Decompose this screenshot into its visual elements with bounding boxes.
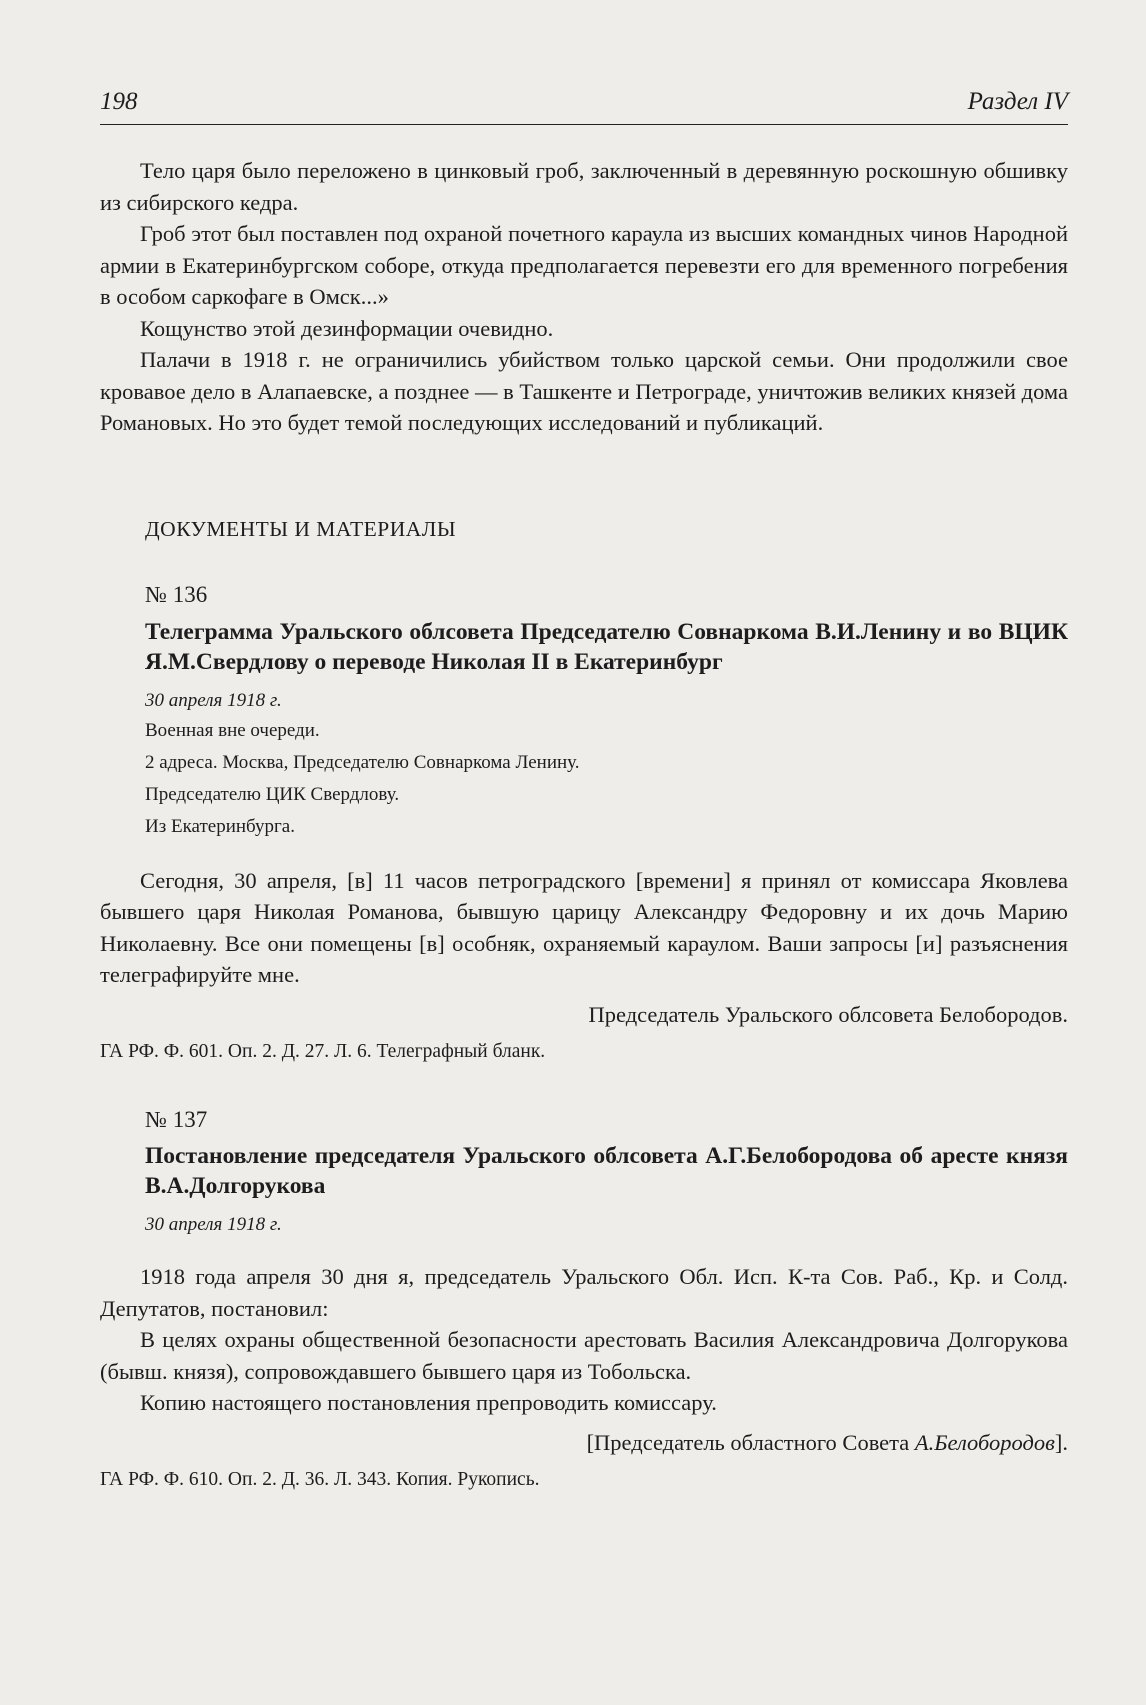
telegram-line: Председателю ЦИК Свердлову. [145, 783, 400, 805]
signature-suffix: ]. [1054, 1429, 1068, 1455]
paragraph: 1918 года апреля 30 дня я, председатель Уральского Обл. Исп. К-та Сов. Раб., Кр. и Солд. Депутатов, постановил: [100, 1264, 1068, 1321]
telegram-line: 2 адреса. Москва, Председателю Совнаркома Ленину. [145, 751, 580, 773]
section-heading: ДОКУМЕНТЫ И МАТЕРИАЛЫ [145, 516, 457, 541]
paragraph: Копию настоящего постановления препроводить комиссару. [140, 1390, 717, 1415]
paragraph: Тело царя было переложено в цинковый гроб, заключенный в деревянную роскошную обшивку из сибирского кедра. [100, 158, 1068, 215]
document-number: № 136 [145, 582, 208, 607]
telegram-line: Военная вне очереди. [145, 719, 320, 741]
signature-prefix: [Председатель областного Совета [586, 1429, 915, 1455]
telegram-line: Из Екатеринбурга. [145, 815, 295, 837]
archive-source: ГА РФ. Ф. 610. Оп. 2. Д. 36. Л. 343. Копия. Рукопись. [100, 1469, 540, 1490]
section-title: Раздел IV [967, 88, 1068, 115]
paragraph: Кощунство этой дезинформации очевидно. [140, 315, 554, 341]
archive-source: ГА РФ. Ф. 601. Оп. 2. Д. 27. Л. 6. Телеграфный бланк. [100, 1041, 546, 1062]
document-number: № 137 [145, 1106, 208, 1132]
document-date: 30 апреля 1918 г. [145, 1214, 282, 1235]
document-title: Постановление председателя Уральского облсовета А.Г.Белобородова об аресте князя В.А.Долгорукова [145, 1143, 1068, 1199]
signature: Председатель Уральского облсовета Белобородов. [588, 1001, 1068, 1027]
document-title: Телеграмма Уральского облсовета Председателю Совнаркома В.И.Ленину и во ВЦИК Я.М.Свердлову о переводе Николая II в Екатеринбург [145, 618, 1068, 675]
signature-name: А.Белобородов [914, 1429, 1055, 1455]
paragraph: Палачи в 1918 г. не ограничились убийством только царской семьи. Они продолжили свое кровавое дело в Алапаевске, а позднее — в Ташкенте и Петрограде, уничтожив великих князей дома Романовых. Но это будет темой последующих исследований и публикаций. [100, 347, 1068, 435]
paragraph: В целях охраны общественной безопасности арестовать Василия Александровича Долгорукова (бывш. князя), сопровождавшего бывшего царя из Тобольска. [100, 1327, 1068, 1384]
signature [100, 1427, 1068, 1459]
page-body [100, 155, 1068, 1496]
paragraph: Гроб этот был поставлен под охраной почетного караула из высших командных чинов Народной армии в Екатеринбургском соборе, откуда предполагается перевезти его для временного погребения в особом саркофаге в Омск...» [100, 221, 1068, 309]
document-date: 30 апреля 1918 г. [145, 689, 282, 711]
page-number: 198 [100, 88, 138, 115]
page-header [100, 88, 1068, 125]
telegram-text: Сегодня, 30 апреля, [в] 11 часов петроградского [времени] я принял от комиссара Яковлева бывшего царя Николая Романова, бывшую царицу Александру Федоровну и их дочь Марию Николаевну. Все они помещены [в] особняк, охраняемый караулом. Ваши запросы [и] разъяснения телеграфируйте мне. [100, 867, 1068, 987]
